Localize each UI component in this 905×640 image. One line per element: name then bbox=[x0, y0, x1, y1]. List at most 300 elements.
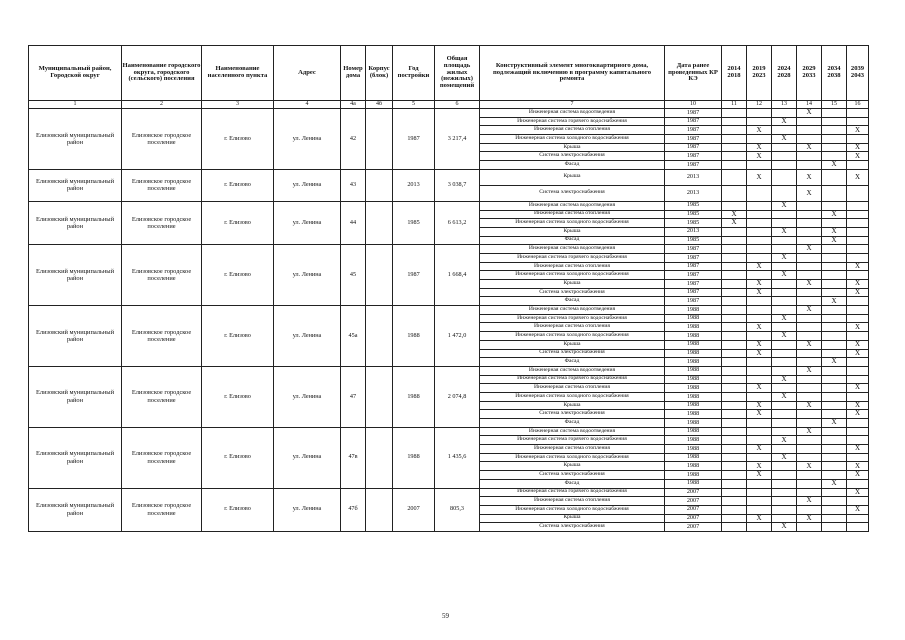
year-cell: 1987 bbox=[393, 245, 435, 306]
repair-date-cell: 1987 bbox=[665, 297, 722, 306]
repair-date-cell: 2013 bbox=[665, 185, 722, 201]
period-mark-cell: X bbox=[847, 462, 869, 471]
period-mark-cell: X bbox=[822, 297, 847, 306]
element-name-cell: Система электроснабжения bbox=[480, 523, 665, 532]
period-mark-cell: X bbox=[747, 169, 772, 185]
period-mark-cell bbox=[747, 201, 772, 210]
locality-cell: г. Елизово bbox=[202, 201, 274, 244]
period-mark-cell bbox=[772, 479, 797, 488]
repair-date-cell: 1988 bbox=[665, 366, 722, 375]
period-mark-cell bbox=[747, 117, 772, 126]
period-mark-cell bbox=[722, 109, 747, 118]
period-mark-cell bbox=[772, 306, 797, 315]
element-name-cell: Инженерная система холодного водоснабжения bbox=[480, 271, 665, 280]
element-name-cell: Система электроснабжения bbox=[480, 288, 665, 297]
period-mark-cell: X bbox=[747, 323, 772, 332]
repair-date-cell: 1988 bbox=[665, 306, 722, 315]
period-mark-cell bbox=[822, 497, 847, 506]
period-mark-cell bbox=[722, 392, 747, 401]
house-number-cell: 47в bbox=[341, 427, 366, 488]
period-mark-cell: X bbox=[847, 340, 869, 349]
element-name-cell: Фасад bbox=[480, 297, 665, 306]
period-mark-cell bbox=[822, 126, 847, 135]
address-cell: ул. Ленина bbox=[274, 201, 341, 244]
area-cell: 6 613,2 bbox=[435, 201, 480, 244]
period-mark-cell bbox=[747, 219, 772, 228]
column-number: 12 bbox=[747, 101, 772, 109]
period-mark-cell bbox=[797, 384, 822, 393]
area-cell: 3 038,7 bbox=[435, 169, 480, 201]
period-mark-cell bbox=[822, 280, 847, 289]
repair-date-cell: 1988 bbox=[665, 314, 722, 323]
period-mark-cell bbox=[722, 462, 747, 471]
period-mark-cell bbox=[722, 523, 747, 532]
element-name-cell: Инженерная система горячего водоснабжения bbox=[480, 314, 665, 323]
period-mark-cell bbox=[822, 117, 847, 126]
period-mark-cell bbox=[822, 410, 847, 419]
block-cell bbox=[366, 306, 393, 367]
period-mark-cell bbox=[722, 245, 747, 254]
period-mark-cell bbox=[822, 306, 847, 315]
repair-date-cell: 1988 bbox=[665, 332, 722, 341]
period-mark-cell bbox=[772, 505, 797, 514]
period-mark-cell bbox=[797, 262, 822, 271]
settlement-cell: Елизовское городское поселение bbox=[122, 201, 202, 244]
element-name-cell: Инженерная система отопления bbox=[480, 323, 665, 332]
repair-date-cell: 1985 bbox=[665, 201, 722, 210]
period-mark-cell bbox=[797, 236, 822, 245]
period-mark-cell bbox=[722, 340, 747, 349]
repair-date-cell: 1988 bbox=[665, 349, 722, 358]
district-cell: Елизовский муниципальный район bbox=[29, 245, 122, 306]
period-mark-cell bbox=[722, 323, 747, 332]
period-mark-cell bbox=[722, 314, 747, 323]
period-mark-cell bbox=[797, 392, 822, 401]
period-mark-cell bbox=[722, 161, 747, 170]
period-mark-cell bbox=[847, 427, 869, 436]
header-year: Год постройки bbox=[393, 46, 435, 101]
period-mark-cell: X bbox=[772, 453, 797, 462]
element-name-cell: Инженерная система холодного водоснабжения bbox=[480, 219, 665, 228]
period-mark-cell bbox=[747, 297, 772, 306]
settlement-cell: Елизовское городское поселение bbox=[122, 366, 202, 427]
repair-date-cell: 1985 bbox=[665, 236, 722, 245]
repair-date-cell: 1988 bbox=[665, 323, 722, 332]
house-number-cell: 44 bbox=[341, 201, 366, 244]
period-mark-cell bbox=[822, 427, 847, 436]
period-mark-cell bbox=[847, 236, 869, 245]
period-mark-cell bbox=[747, 375, 772, 384]
header-area: Общая площадь жилых (нежилых) помещений bbox=[435, 46, 480, 101]
period-mark-cell bbox=[797, 436, 822, 445]
locality-cell: г. Елизово bbox=[202, 366, 274, 427]
period-mark-cell bbox=[822, 436, 847, 445]
period-mark-cell: X bbox=[822, 161, 847, 170]
period-mark-cell bbox=[822, 135, 847, 144]
period-mark-cell bbox=[747, 505, 772, 514]
settlement-cell: Елизовское городское поселение bbox=[122, 427, 202, 488]
repair-date-cell: 1988 bbox=[665, 445, 722, 454]
period-mark-cell: X bbox=[797, 109, 822, 118]
area-cell: 805,3 bbox=[435, 488, 480, 531]
period-mark-cell bbox=[822, 462, 847, 471]
period-mark-cell: X bbox=[797, 462, 822, 471]
column-number: 5 bbox=[393, 101, 435, 109]
repair-date-cell: 1988 bbox=[665, 462, 722, 471]
period-mark-cell bbox=[847, 375, 869, 384]
period-mark-cell bbox=[797, 410, 822, 419]
period-mark-cell bbox=[772, 109, 797, 118]
repair-date-cell: 1987 bbox=[665, 262, 722, 271]
period-mark-cell bbox=[797, 126, 822, 135]
period-mark-cell bbox=[822, 445, 847, 454]
period-mark-cell bbox=[747, 366, 772, 375]
element-name-cell: Инженерная система отопления bbox=[480, 262, 665, 271]
period-mark-cell bbox=[797, 349, 822, 358]
period-mark-cell: X bbox=[797, 366, 822, 375]
block-cell bbox=[366, 427, 393, 488]
period-mark-cell bbox=[772, 340, 797, 349]
element-name-cell: Инженерная система водоотведения bbox=[480, 306, 665, 315]
repair-date-cell: 2007 bbox=[665, 497, 722, 506]
period-mark-cell bbox=[797, 358, 822, 367]
table-row bbox=[29, 245, 869, 254]
period-mark-cell bbox=[722, 488, 747, 497]
period-mark-cell bbox=[747, 497, 772, 506]
period-mark-cell bbox=[772, 143, 797, 152]
period-mark-cell bbox=[722, 514, 747, 523]
locality-cell: г. Елизово bbox=[202, 488, 274, 531]
district-cell: Елизовский муниципальный район bbox=[29, 366, 122, 427]
element-name-cell: Система электроснабжения bbox=[480, 410, 665, 419]
element-name-cell: Инженерная система отопления bbox=[480, 497, 665, 506]
period-mark-cell bbox=[722, 419, 747, 428]
repair-date-cell: 1988 bbox=[665, 392, 722, 401]
period-mark-cell bbox=[722, 479, 747, 488]
repair-date-cell: 1987 bbox=[665, 143, 722, 152]
house-number-cell: 45 bbox=[341, 245, 366, 306]
period-mark-cell bbox=[847, 117, 869, 126]
table-row bbox=[29, 366, 869, 375]
period-mark-cell bbox=[822, 340, 847, 349]
area-cell: 1 435,6 bbox=[435, 427, 480, 488]
period-mark-cell: X bbox=[772, 253, 797, 262]
repair-date-cell: 1988 bbox=[665, 436, 722, 445]
district-cell: Елизовский муниципальный район bbox=[29, 306, 122, 367]
period-mark-cell bbox=[747, 314, 772, 323]
period-mark-cell bbox=[722, 306, 747, 315]
element-name-cell: Система электроснабжения bbox=[480, 471, 665, 480]
period-mark-cell bbox=[772, 210, 797, 219]
period-mark-cell bbox=[822, 384, 847, 393]
period-mark-cell bbox=[822, 514, 847, 523]
repair-date-cell: 1985 bbox=[665, 210, 722, 219]
period-mark-cell bbox=[797, 288, 822, 297]
block-cell bbox=[366, 109, 393, 170]
repair-date-cell: 1987 bbox=[665, 271, 722, 280]
period-mark-cell: X bbox=[847, 143, 869, 152]
period-mark-cell: X bbox=[847, 280, 869, 289]
element-name-cell: Фасад bbox=[480, 419, 665, 428]
element-name-cell: Инженерная система отопления bbox=[480, 384, 665, 393]
period-mark-cell bbox=[822, 453, 847, 462]
period-mark-cell bbox=[747, 227, 772, 236]
period-mark-cell bbox=[772, 358, 797, 367]
period-mark-cell: X bbox=[847, 126, 869, 135]
period-mark-cell bbox=[822, 253, 847, 262]
repair-date-cell: 1987 bbox=[665, 109, 722, 118]
period-mark-cell bbox=[822, 143, 847, 152]
period-mark-cell bbox=[722, 117, 747, 126]
period-mark-cell: X bbox=[747, 471, 772, 480]
period-mark-cell: X bbox=[772, 117, 797, 126]
period-mark-cell bbox=[747, 488, 772, 497]
period-mark-cell bbox=[722, 366, 747, 375]
period-mark-cell: X bbox=[772, 375, 797, 384]
period-mark-cell: X bbox=[822, 358, 847, 367]
period-mark-cell bbox=[822, 488, 847, 497]
period-mark-cell bbox=[747, 135, 772, 144]
period-mark-cell bbox=[722, 152, 747, 161]
period-mark-cell: X bbox=[772, 332, 797, 341]
period-mark-cell: X bbox=[847, 410, 869, 419]
repair-date-cell: 2007 bbox=[665, 505, 722, 514]
repair-date-cell: 1987 bbox=[665, 117, 722, 126]
settlement-cell: Елизовское городское поселение bbox=[122, 109, 202, 170]
element-name-cell: Фасад bbox=[480, 236, 665, 245]
period-mark-cell bbox=[822, 392, 847, 401]
period-mark-cell bbox=[722, 297, 747, 306]
period-mark-cell bbox=[747, 523, 772, 532]
locality-cell: г. Елизово bbox=[202, 427, 274, 488]
district-cell: Елизовский муниципальный район bbox=[29, 427, 122, 488]
period-mark-cell: X bbox=[797, 169, 822, 185]
locality-cell: г. Елизово bbox=[202, 109, 274, 170]
period-mark-cell: X bbox=[847, 169, 869, 185]
house-number-cell: 47 bbox=[341, 366, 366, 427]
period-mark-cell bbox=[722, 471, 747, 480]
year-cell: 1988 bbox=[393, 427, 435, 488]
repair-date-cell: 1988 bbox=[665, 453, 722, 462]
element-name-cell: Система электроснабжения bbox=[480, 185, 665, 201]
period-mark-cell bbox=[747, 271, 772, 280]
page-number: 59 bbox=[442, 612, 449, 620]
period-mark-cell bbox=[797, 323, 822, 332]
period-mark-cell bbox=[772, 419, 797, 428]
period-mark-cell bbox=[772, 462, 797, 471]
period-mark-cell bbox=[822, 375, 847, 384]
header-period-2034-2038: 2034 2038 bbox=[822, 46, 847, 101]
element-name-cell: Инженерная система холодного водоснабжения bbox=[480, 453, 665, 462]
period-mark-cell bbox=[722, 358, 747, 367]
period-mark-cell: X bbox=[822, 210, 847, 219]
period-mark-cell bbox=[847, 314, 869, 323]
element-name-cell: Крыша bbox=[480, 169, 665, 185]
repair-date-cell: 1987 bbox=[665, 126, 722, 135]
period-mark-cell bbox=[847, 210, 869, 219]
period-mark-cell bbox=[747, 479, 772, 488]
period-mark-cell bbox=[747, 453, 772, 462]
period-mark-cell: X bbox=[772, 392, 797, 401]
period-mark-cell bbox=[772, 445, 797, 454]
address-cell: ул. Ленина bbox=[274, 109, 341, 170]
period-mark-cell: X bbox=[797, 514, 822, 523]
period-mark-cell bbox=[722, 280, 747, 289]
period-mark-cell: X bbox=[747, 514, 772, 523]
period-mark-cell bbox=[847, 161, 869, 170]
period-mark-cell bbox=[822, 332, 847, 341]
period-mark-cell: X bbox=[772, 314, 797, 323]
repair-date-cell: 1988 bbox=[665, 427, 722, 436]
period-mark-cell bbox=[797, 227, 822, 236]
period-mark-cell: X bbox=[772, 436, 797, 445]
repair-date-cell: 2013 bbox=[665, 169, 722, 185]
period-mark-cell bbox=[847, 366, 869, 375]
period-mark-cell bbox=[822, 323, 847, 332]
repair-date-cell: 1988 bbox=[665, 419, 722, 428]
period-mark-cell bbox=[772, 161, 797, 170]
column-number: 11 bbox=[722, 101, 747, 109]
period-mark-cell bbox=[722, 332, 747, 341]
period-mark-cell bbox=[822, 288, 847, 297]
period-mark-cell bbox=[797, 479, 822, 488]
header-address: Адрес bbox=[274, 46, 341, 101]
element-name-cell: Крыша bbox=[480, 514, 665, 523]
settlement-cell: Елизовское городское поселение bbox=[122, 245, 202, 306]
element-name-cell: Инженерная система горячего водоснабжения bbox=[480, 375, 665, 384]
period-mark-cell bbox=[722, 126, 747, 135]
period-mark-cell: X bbox=[747, 262, 772, 271]
column-number: 7 bbox=[480, 101, 665, 109]
period-mark-cell bbox=[797, 314, 822, 323]
period-mark-cell bbox=[797, 117, 822, 126]
block-cell bbox=[366, 169, 393, 201]
column-number: 2 bbox=[122, 101, 202, 109]
element-name-cell: Крыша bbox=[480, 143, 665, 152]
period-mark-cell bbox=[822, 314, 847, 323]
district-cell: Елизовский муниципальный район bbox=[29, 488, 122, 531]
settlement-cell: Елизовское городское поселение bbox=[122, 306, 202, 367]
table-row bbox=[29, 488, 869, 497]
period-mark-cell bbox=[847, 185, 869, 201]
element-name-cell: Инженерная система холодного водоснабжения bbox=[480, 505, 665, 514]
period-mark-cell: X bbox=[747, 445, 772, 454]
block-cell bbox=[366, 201, 393, 244]
header-period-2014-2018: 2014 2018 bbox=[722, 46, 747, 101]
period-mark-cell bbox=[847, 271, 869, 280]
period-mark-cell bbox=[797, 271, 822, 280]
period-mark-cell bbox=[797, 471, 822, 480]
period-mark-cell: X bbox=[797, 280, 822, 289]
period-mark-cell bbox=[822, 245, 847, 254]
period-mark-cell bbox=[797, 152, 822, 161]
period-mark-cell bbox=[747, 419, 772, 428]
repair-date-cell: 1987 bbox=[665, 245, 722, 254]
period-mark-cell bbox=[772, 366, 797, 375]
period-mark-cell bbox=[722, 453, 747, 462]
element-name-cell: Система электроснабжения bbox=[480, 349, 665, 358]
period-mark-cell bbox=[847, 497, 869, 506]
period-mark-cell: X bbox=[772, 523, 797, 532]
period-mark-cell bbox=[797, 445, 822, 454]
period-mark-cell bbox=[722, 436, 747, 445]
period-mark-cell bbox=[822, 471, 847, 480]
repair-date-cell: 1988 bbox=[665, 358, 722, 367]
repair-date-cell: 1985 bbox=[665, 219, 722, 228]
period-mark-cell bbox=[722, 375, 747, 384]
header-district: Муниципальный район, Городской округ bbox=[29, 46, 122, 101]
element-name-cell: Инженерная система холодного водоснабжения bbox=[480, 332, 665, 341]
period-mark-cell bbox=[747, 436, 772, 445]
repair-date-cell: 1987 bbox=[665, 161, 722, 170]
period-mark-cell bbox=[822, 109, 847, 118]
period-mark-cell: X bbox=[797, 185, 822, 201]
period-mark-cell bbox=[822, 349, 847, 358]
period-mark-cell bbox=[772, 288, 797, 297]
period-mark-cell bbox=[772, 126, 797, 135]
period-mark-cell bbox=[772, 349, 797, 358]
period-mark-cell bbox=[722, 227, 747, 236]
header-element: Конструктивный элемент многоквартирного дома, подлежащий включению в программу капитального ремонта bbox=[480, 46, 665, 101]
period-mark-cell bbox=[797, 332, 822, 341]
column-number: 4б bbox=[366, 101, 393, 109]
period-mark-cell bbox=[822, 169, 847, 185]
period-mark-cell: X bbox=[822, 479, 847, 488]
period-mark-cell bbox=[822, 271, 847, 280]
period-mark-cell bbox=[822, 366, 847, 375]
element-name-cell: Фасад bbox=[480, 479, 665, 488]
repair-date-cell: 2007 bbox=[665, 514, 722, 523]
period-mark-cell bbox=[722, 505, 747, 514]
period-mark-cell bbox=[847, 419, 869, 428]
period-mark-cell bbox=[747, 245, 772, 254]
period-mark-cell bbox=[722, 271, 747, 280]
period-mark-cell bbox=[822, 401, 847, 410]
period-mark-cell bbox=[822, 185, 847, 201]
address-cell: ул. Ленина bbox=[274, 169, 341, 201]
period-mark-cell bbox=[747, 210, 772, 219]
period-mark-cell bbox=[847, 523, 869, 532]
period-mark-cell: X bbox=[847, 505, 869, 514]
period-mark-cell bbox=[847, 109, 869, 118]
column-number: 1 bbox=[29, 101, 122, 109]
element-name-cell: Инженерная система водоотведения bbox=[480, 109, 665, 118]
period-mark-cell bbox=[847, 514, 869, 523]
table-row bbox=[29, 169, 869, 185]
repair-date-cell: 1988 bbox=[665, 471, 722, 480]
period-mark-cell bbox=[847, 227, 869, 236]
element-name-cell: Инженерная система водоотведения bbox=[480, 245, 665, 254]
period-mark-cell: X bbox=[847, 262, 869, 271]
period-mark-cell: X bbox=[822, 419, 847, 428]
period-mark-cell: X bbox=[797, 340, 822, 349]
address-cell: ул. Ленина bbox=[274, 366, 341, 427]
element-name-cell: Крыша bbox=[480, 401, 665, 410]
element-name-cell: Инженерная система горячего водоснабжения bbox=[480, 436, 665, 445]
header-period-2039-2043: 2039 2043 bbox=[847, 46, 869, 101]
period-mark-cell: X bbox=[747, 280, 772, 289]
period-mark-cell: X bbox=[822, 236, 847, 245]
period-mark-cell: X bbox=[797, 497, 822, 506]
element-name-cell: Инженерная система горячего водоснабжения bbox=[480, 117, 665, 126]
period-mark-cell: X bbox=[772, 227, 797, 236]
year-cell: 1988 bbox=[393, 366, 435, 427]
period-mark-cell bbox=[747, 253, 772, 262]
header-period-2019-2023: 2019 2023 bbox=[747, 46, 772, 101]
element-name-cell: Инженерная система горячего водоснабжения bbox=[480, 488, 665, 497]
block-cell bbox=[366, 366, 393, 427]
locality-cell: г. Елизово bbox=[202, 306, 274, 367]
